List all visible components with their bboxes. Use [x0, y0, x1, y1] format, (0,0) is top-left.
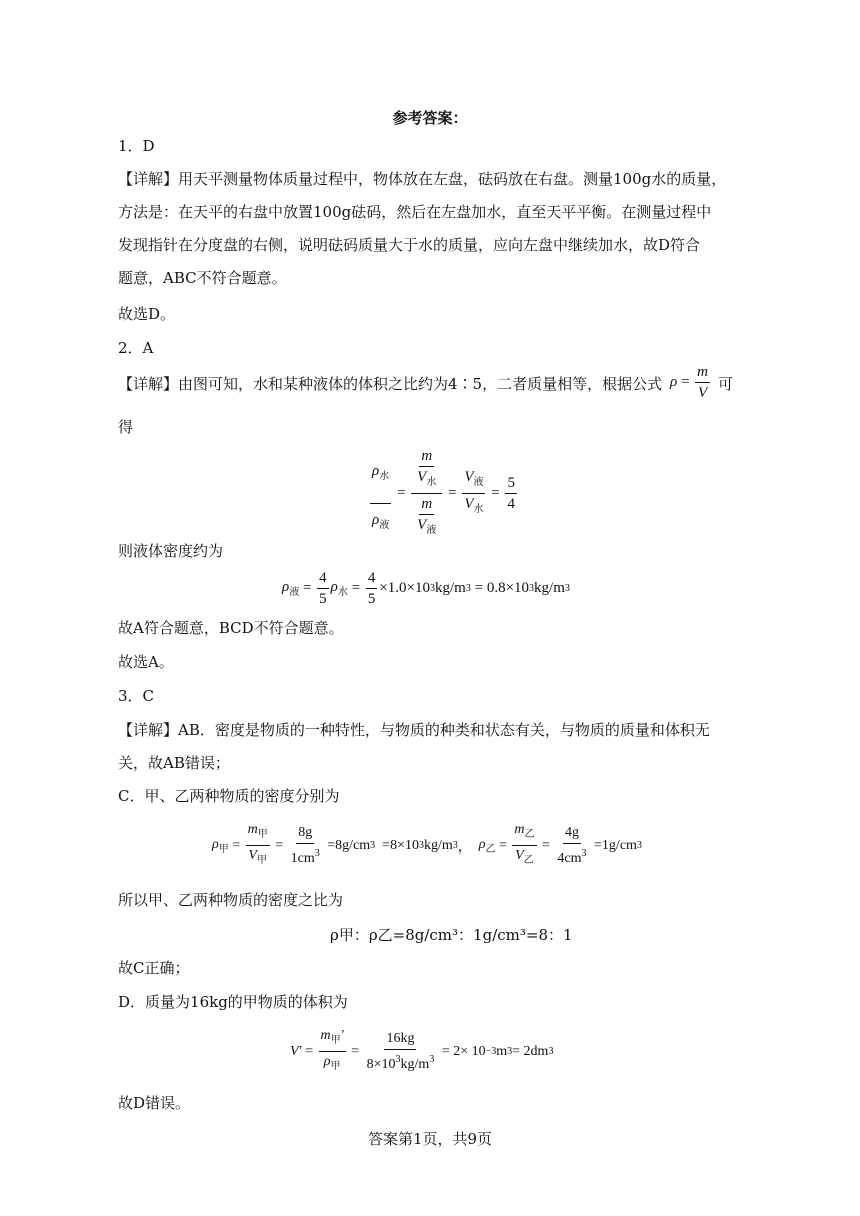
q3-explanation-line-1: 【详解】AB．密度是物质的一种特性，与物质的种类和状态有关，与物质的质量和体积无 — [118, 721, 710, 739]
page-footer: 答案第1页，共9页 — [367, 1130, 493, 1148]
q2-explanation-line-2: 得 — [118, 418, 134, 436]
q3-explanation-line-3: C．甲、乙两种物质的密度分别为 — [118, 787, 340, 805]
q2-explanation-line-1 — [118, 374, 662, 394]
q2-density-equation: $\rho_液$ = $\frac{4}{5}$ $\rho_水$ = $\frac{4}{5}$ ×1.0×10 3 kg/m 3 = 0.8×10 3 kg/m 3 — [282, 570, 570, 607]
q3-number: 3．C — [118, 687, 155, 705]
q3-explanation-line-5: 故C正确； — [118, 959, 190, 977]
q1-explanation-line-3: 发现指针在分度盘的右侧，说明砝码质量大于水的质量，应向左盘中继续加水，故D符合 — [118, 236, 701, 254]
q2-line-1-end: 可 — [718, 375, 734, 393]
q2-ratio-equation: $\frac{\rho_水}{\rho_液}$ = $\frac{\frac{m}{V_水}}{\frac{m}{V_液}}$ = $\frac{V_液}{V_水}$ = $\frac{5}{4}$ — [368, 445, 519, 542]
q3-explanation-line-7: 故D错误。 — [118, 1094, 191, 1112]
q1-explanation-line-4: 题意，ABC不符合题意。 — [118, 269, 287, 287]
q3-density-equations: $\rho_甲$ = $\frac{m_甲}{V_甲}$ = $\frac{8g}{1cm^3}$ =8g/cm 3 =8×10 3 kg/m 3 ， $\rho_乙$ = $\frac{m_乙}{V_乙}$ = $\frac{4g}{4cm^3}$ =1g/cm 3 — [212, 822, 642, 866]
q1-explanation-line-2: 方法是：在天平的右盘中放置100g砝码，然后在左盘加水，直至天平平衡。在测量过程中 — [118, 203, 712, 221]
q3-explanation-line-4: 所以甲、乙两种物质的密度之比为 — [118, 891, 344, 909]
q2-number: 2．A — [118, 339, 154, 357]
q3-volume-equation: V′ = $\frac{m_甲'}{\rho_甲}$ = $\frac{16kg}{8\times 10^3kg/m^3}$ = 2× 10 −3 m 3 = 2dm 3 — [290, 1028, 554, 1072]
q2-line-1-text: 【详解】由图可知，水和某种液体的体积之比约为4∶5，二者质量相等，根据公式 — [118, 375, 663, 393]
q2-density-formula: ρ = $\frac{m}{V}$ — [670, 364, 709, 401]
page-title: 参考答案： — [392, 109, 468, 127]
q3-explanation-line-2: 关，故AB错误； — [118, 754, 230, 772]
q2-answer: 故选A。 — [118, 653, 174, 671]
q3-explanation-line-6: D．质量为16kg的甲物质的体积为 — [118, 993, 348, 1011]
q2-explanation-line-3: 则液体密度约为 — [118, 542, 224, 560]
q1-answer: 故选D。 — [118, 305, 176, 323]
q1-number: 1．D — [118, 137, 155, 155]
q3-ratio-equation: ρ甲：ρ乙=8g/cm³：1g/cm³=8：1 — [330, 926, 573, 944]
q1-explanation-line-1: 【详解】用天平测量物体质量过程中，物体放在左盘，砝码放在右盘。测量100g水的质量， — [118, 170, 727, 188]
q2-explanation-line-4: 故A符合题意，BCD不符合题意。 — [118, 619, 344, 637]
